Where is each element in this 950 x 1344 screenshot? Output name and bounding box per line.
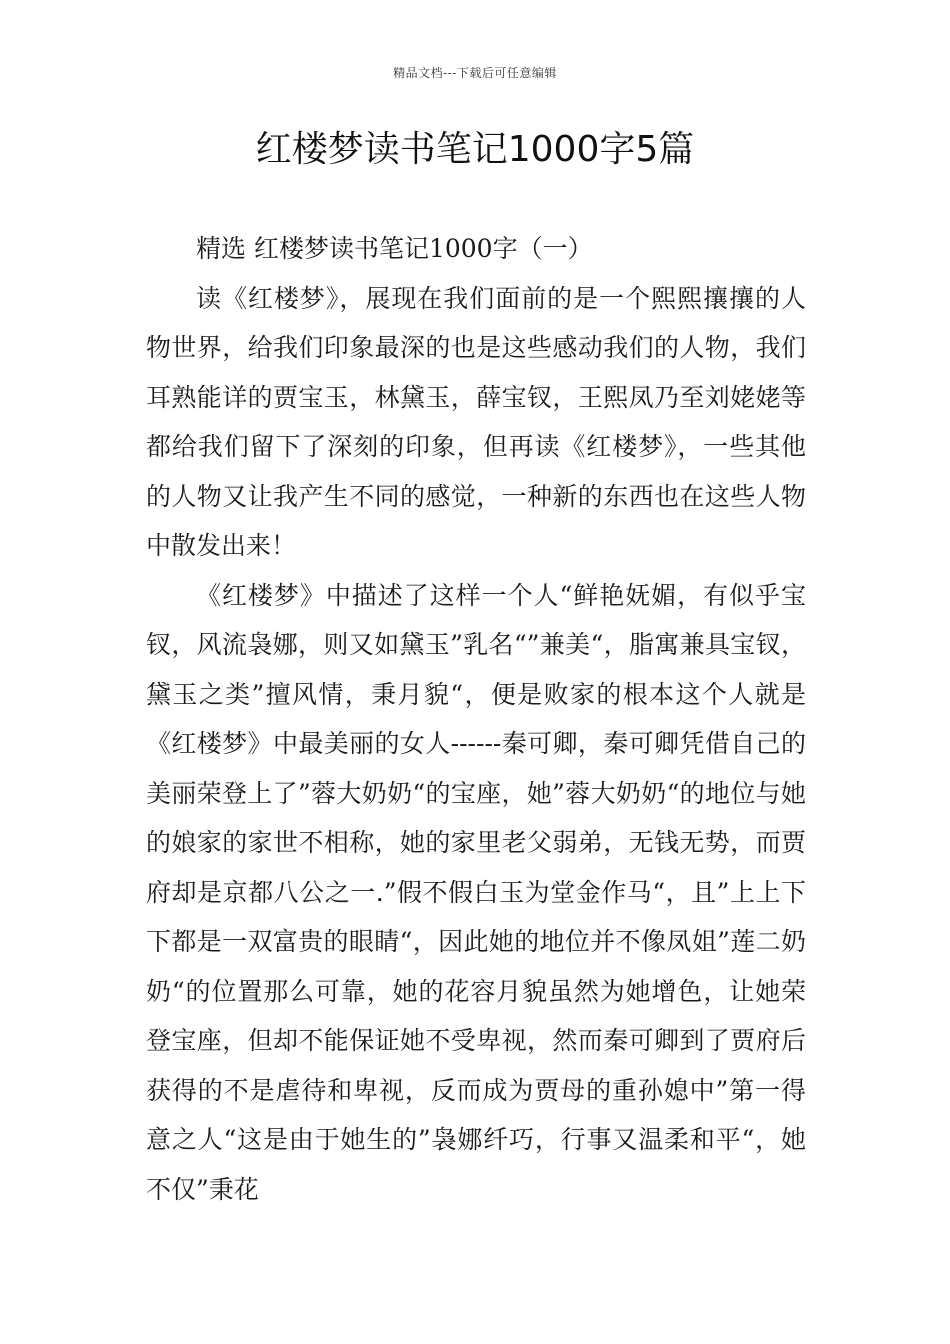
header-note: 精品文档---下载后可任意编辑: [393, 66, 557, 80]
paragraph-2: 《红楼梦》中描述了这样一个人“鲜艳妩媚，有似乎宝钗，风流袅娜，则又如黛玉”乳名“”兼美“，脂寓兼具宝钗，黛玉之类”擅风情，秉月貌“，便是败家的根本这个人就是《红楼梦》中最美丽的女人------秦可卿，秦可卿凭借自己的美丽荣登上了”蓉大奶奶“的宝座，她”蓉大奶奶“的地位与她的娘家的家世不相称，她的家里老父弱弟，无钱无势，而贾府却是京都八公之一.”假不假白玉为堂金作马“，且”上上下下都是一双富贵的眼睛“，因此她的地位并不像凤姐”莲二奶奶“的位置那么可靠，她的花容月貌虽然为她增色，让她荣登宝座，但却不能保证她不受卑视，然而秦可卿到了贾府后获得的不是虐待和卑视，反而成为贾母的重孙媳中”第一得意之人“这是由于她生的”袅娜纤巧，行事又温柔和平“，她不仅”秉花: [146, 580, 806, 1204]
section-heading: 精选 红楼梦读书笔记1000字（一）: [196, 234, 593, 263]
document-body: [146, 224, 806, 1214]
document-title: 红楼梦读书笔记1000字5篇: [255, 129, 695, 170]
paragraph-1: 读《红楼梦》，展现在我们面前的是一个熙熙攘攘的人物世界，给我们印象最深的也是这些感动我们的人物，我们耳熟能详的贾宝玉，林黛玉，薛宝钗，王熙凤乃至刘姥姥等都给我们留下了深刻的印象，但再读《红楼梦》，一些其他的人物又让我产生不同的感觉，一种新的东西也在这些人物中散发出来！: [146, 283, 806, 560]
